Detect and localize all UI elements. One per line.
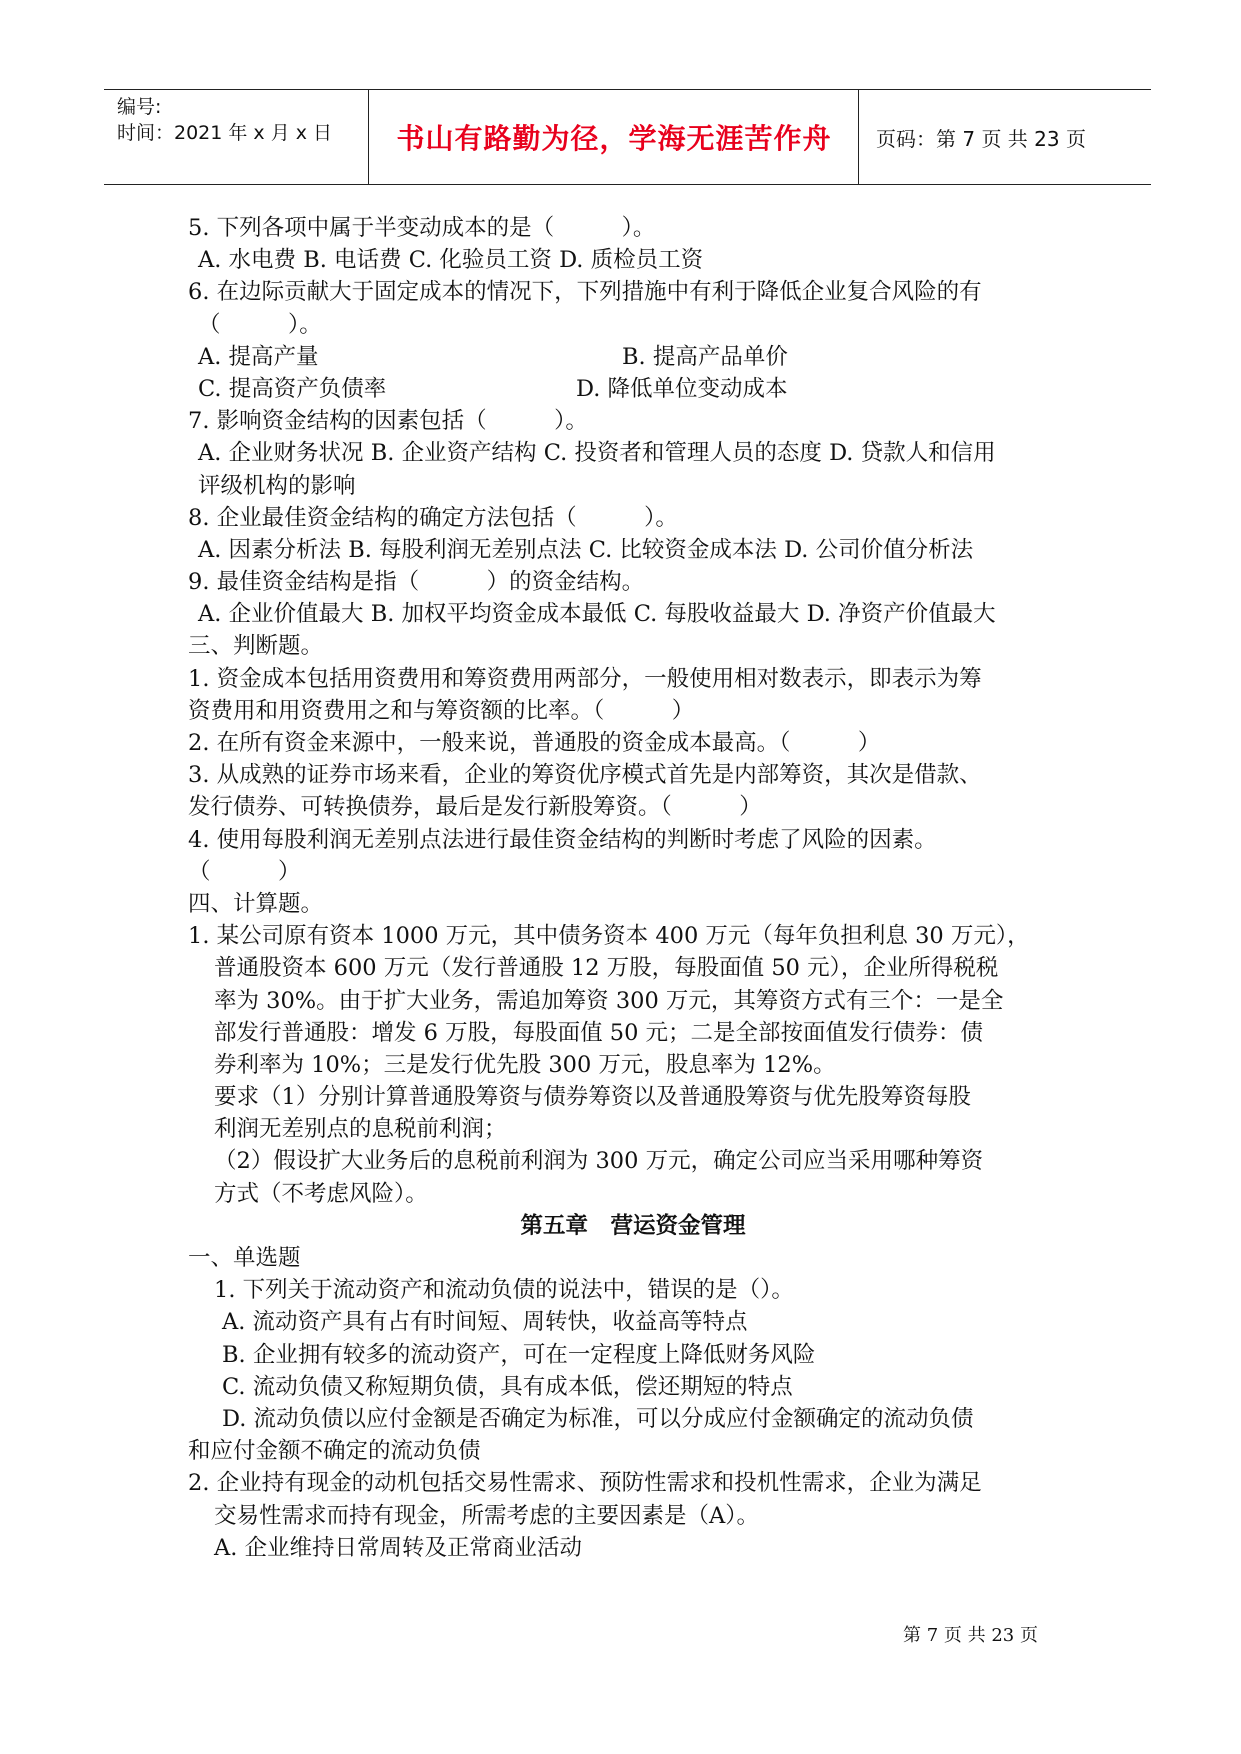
option-line: D. 流动负债以应付金额是否确定为标准，可以分成应付金额确定的流动负债 (222, 1405, 974, 1432)
question-line: 1. 资金成本包括用资费用和筹资费用两部分，一般使用相对数表示，即表示为筹 (188, 665, 982, 692)
question-line: 8. 企业最佳资金结构的确定方法包括（ ）。 (188, 504, 678, 531)
question-line: 3. 从成熟的证券市场来看，企业的筹资优序模式首先是内部筹资，其次是借款、 (188, 762, 982, 789)
option-line: A. 企业价值最大 B. 加权平均资金成本最低 C. 每股收益最大 D. 净资产价值最大 (198, 601, 996, 628)
answer-blank: （ ） (188, 858, 301, 885)
section-heading: 一、单选题 (188, 1245, 301, 1271)
chapter-title: 第五章 营运资金管理 (520, 1212, 746, 1239)
option-line: 评级机构的影响 (198, 472, 356, 499)
question-line: 普通股资本 600 万元（发行普通股 12 万股，每股面值 50 元），企业所得税税 (214, 955, 999, 982)
question-line: 利润无差别点的息税前利润； (214, 1116, 507, 1143)
page-footer: 第 7 页 共 23 页 (903, 1625, 1038, 1646)
section-heading: 三、判断题。 (188, 633, 324, 660)
question-line: 2. 在所有资金来源中，一般来说，普通股的资金成本最高。（ ） (188, 730, 881, 756)
option-line: C. 流动负债又称短期负债，具有成本低，偿还期短的特点 (222, 1373, 793, 1400)
question-line: 率为 30%。由于扩大业务，需追加筹资 300 万元，其筹资方式有三个：一是全 (214, 987, 1004, 1014)
option-line: A. 企业财务状况 B. 企业资产结构 C. 投资者和管理人员的态度 D. 贷款人和信用 (198, 440, 996, 467)
question-line: 2. 企业持有现金的动机包括交易性需求、预防性需求和投机性需求，企业为满足 (188, 1470, 982, 1497)
option-row (188, 373, 1078, 405)
question-line: 4. 使用每股利润无差别点法进行最佳资金结构的判断时考虑了风险的因素。 (188, 826, 937, 853)
question-line: 资费用和用资费用之和与筹资额的比率。（ ） (188, 697, 695, 724)
option-c: C. 提高资产负债率 (198, 375, 387, 402)
option-row (188, 341, 1078, 373)
option-line: B. 企业拥有较多的流动资产，可在一定程度上降低财务风险 (222, 1341, 816, 1368)
page-header (104, 89, 1151, 185)
section-heading: 四、计算题。 (188, 890, 324, 917)
question-line: 方式（不考虑风险）。 (214, 1180, 428, 1207)
answer-blank: （ ）。 (198, 311, 322, 338)
question-line: 1. 下列关于流动资产和流动负债的说法中，错误的是（）。 (214, 1277, 794, 1304)
option-d: D. 降低单位变动成本 (576, 375, 788, 402)
question-line: 发行债券、可转换债券，最后是发行新股筹资。（ ） (188, 794, 762, 821)
header-motto: 书山有路勤为径，学海无涯苦作舟 (370, 90, 859, 184)
header-page-number: 页码：第 7 页 共 23 页 (876, 126, 1086, 151)
question-line: 1. 某公司原有资本 1000 万元，其中债务资本 400 万元（每年负担利息 30 万元）， (188, 923, 1030, 950)
option-line: A. 流动资产具有占有时间短、周转快，收益高等特点 (222, 1309, 748, 1336)
document-body (188, 212, 1078, 1564)
question-line: 7. 影响资金结构的因素包括（ ）。 (188, 408, 588, 435)
option-line: A. 企业维持日常周转及正常商业活动 (214, 1534, 583, 1561)
option-line: A. 水电费 B. 电话费 C. 化验员工资 D. 质检员工资 (198, 247, 704, 274)
option-line: 和应付金额不确定的流动负债 (188, 1438, 481, 1465)
document-time-label: 时间：2021 年 x 月 x 日 (117, 122, 333, 144)
option-a: A. 提高产量 (198, 343, 319, 370)
question-line: 要求（1）分别计算普通股筹资与债券筹资以及普通股筹资与优先股筹资每股 (214, 1084, 971, 1111)
option-line: A. 因素分析法 B. 每股利润无差别点法 C. 比较资金成本法 D. 公司价值分析法 (198, 536, 974, 563)
option-b: B. 提高产品单价 (622, 343, 788, 370)
question-line: 9. 最佳资金结构是指（ ）的资金结构。 (188, 569, 645, 596)
question-line: 交易性需求而持有现金，所需考虑的主要因素是（A）。 (214, 1502, 759, 1529)
question-line: 部发行普通股：增发 6 万股，每股面值 50 元；二是全部按面值发行债券：债 (214, 1019, 984, 1046)
header-info-cell (104, 90, 369, 184)
question-line: 5. 下列各项中属于半变动成本的是（ ）。 (188, 215, 656, 241)
question-line: （2）假设扩大业务后的息税前利润为 300 万元，确定公司应当采用哪种筹资 (214, 1148, 984, 1175)
question-line: 6. 在边际贡献大于固定成本的情况下，下列措施中有利于降低企业复合风险的有 (188, 279, 982, 306)
document-number-label: 编号: (117, 96, 162, 118)
question-line: 券利率为 10%；三是发行优先股 300 万元，股息率为 12%。 (214, 1051, 836, 1078)
